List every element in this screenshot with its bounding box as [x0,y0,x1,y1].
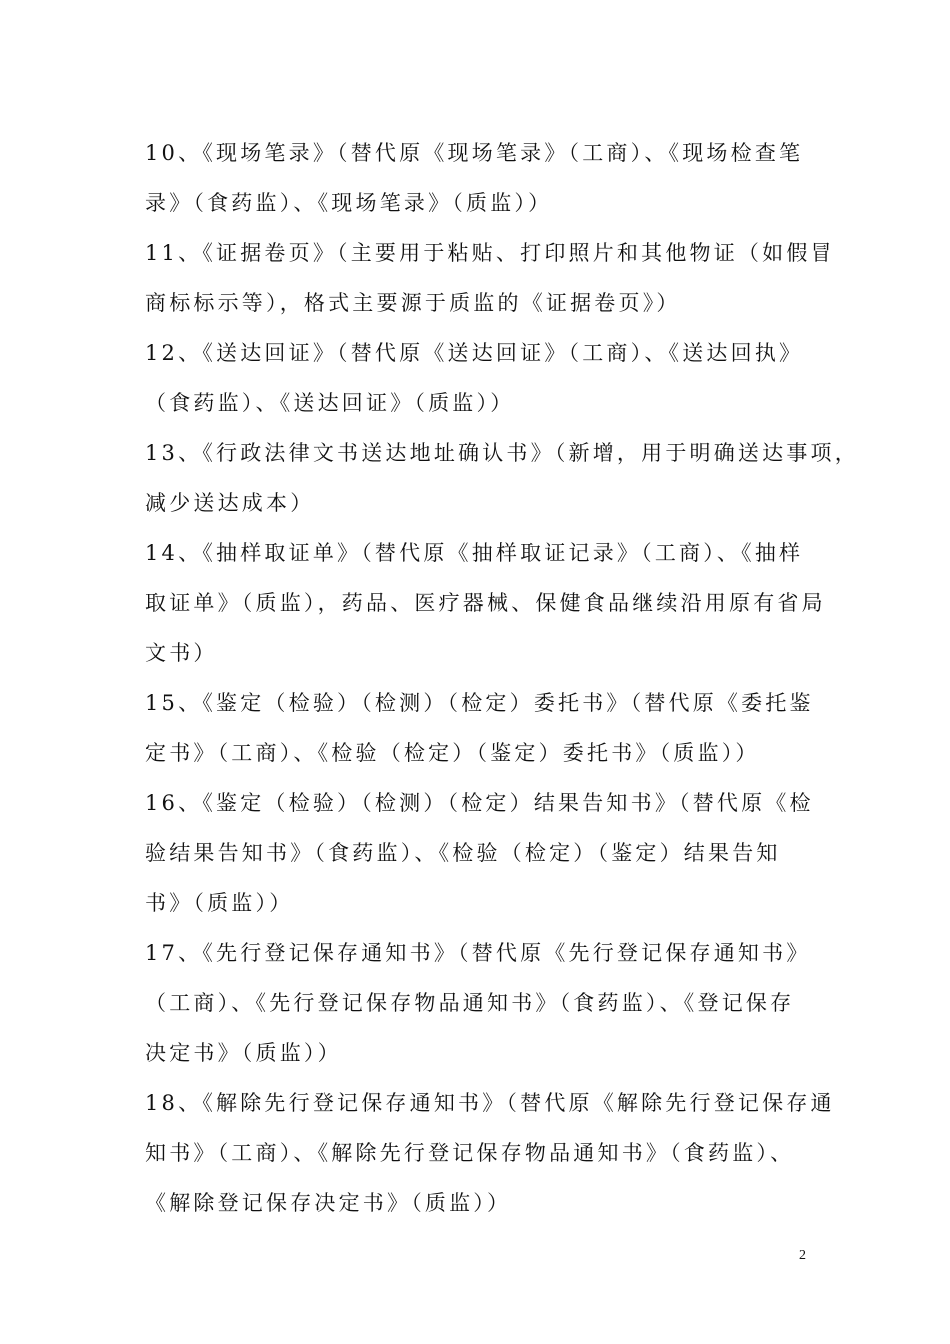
entry-line: 11、《证据卷页》（主要用于粘贴、打印照片和其他物证（如假冒 [145,241,835,265]
entry-line: 《解除登记保存决定书》（质监）） [145,1191,512,1215]
list-item [145,228,835,328]
list-item [145,328,817,428]
entry-line: 减少送达成本） [145,491,315,515]
entry-line: 10、《现场笔录》（替代原《现场笔录》（工商）、《现场检查笔 [145,141,804,165]
entry-line: （工商）、《先行登记保存物品通知书》（食药监）、《登记保存 [145,991,795,1015]
entry-line: 定书》（工商）、《检验（检定）（鉴定）委托书》（质监）） [145,741,760,765]
entry-line: 16、《鉴定（检验）（检测）（检定）结果告知书》（替代原《检 [145,791,814,815]
list-item [145,778,817,928]
entry-line: 决定书》（质监）） [145,1041,342,1065]
document-body [145,128,859,1228]
entry-line: 12、《送达回证》（替代原《送达回证》（工商）、《送达回执》 [145,341,804,365]
list-item [145,1078,835,1228]
entry-line: （食药监）、《送达回证》（质监）） [145,391,515,415]
entry-line: 文书） [145,641,218,665]
list-item [145,928,817,1078]
entry-line: 17、《先行登记保存通知书》（替代原《先行登记保存通知书》 [145,941,811,965]
entry-line: 商标标示等），格式主要源于质监的《证据卷页》） [145,291,681,315]
entry-line: 15、《鉴定（检验）（检测）（检定）委托书》（替代原《委托鉴 [145,691,814,715]
entry-line: 录》（食药监）、《现场笔录》（质监）） [145,191,553,215]
entry-line: 知书》（工商）、《解除先行登记保存物品通知书》（食药监）、 [145,1141,795,1165]
entry-line: 取证单》（质监），药品、医疗器械、保健食品继续沿用原有省局 [145,591,826,615]
entry-line: 13、《行政法律文书送达地址确认书》（新增，用于明确送达事项， [145,441,859,465]
entry-line: 18、《解除先行登记保存通知书》（替代原《解除先行登记保存通 [145,1091,835,1115]
entry-line: 验结果告知书》（食药监）、《检验（检定）（鉴定）结果告知 [145,841,781,865]
page-number: 2 [799,1248,806,1263]
list-item [145,428,859,528]
entry-line: 14、《抽样取证单》（替代原《抽样取证记录》（工商）、《抽样 [145,541,804,565]
list-item [145,678,817,778]
entry-line: 书》（质监）） [145,891,294,915]
list-item [145,128,817,228]
list-item [145,528,826,678]
